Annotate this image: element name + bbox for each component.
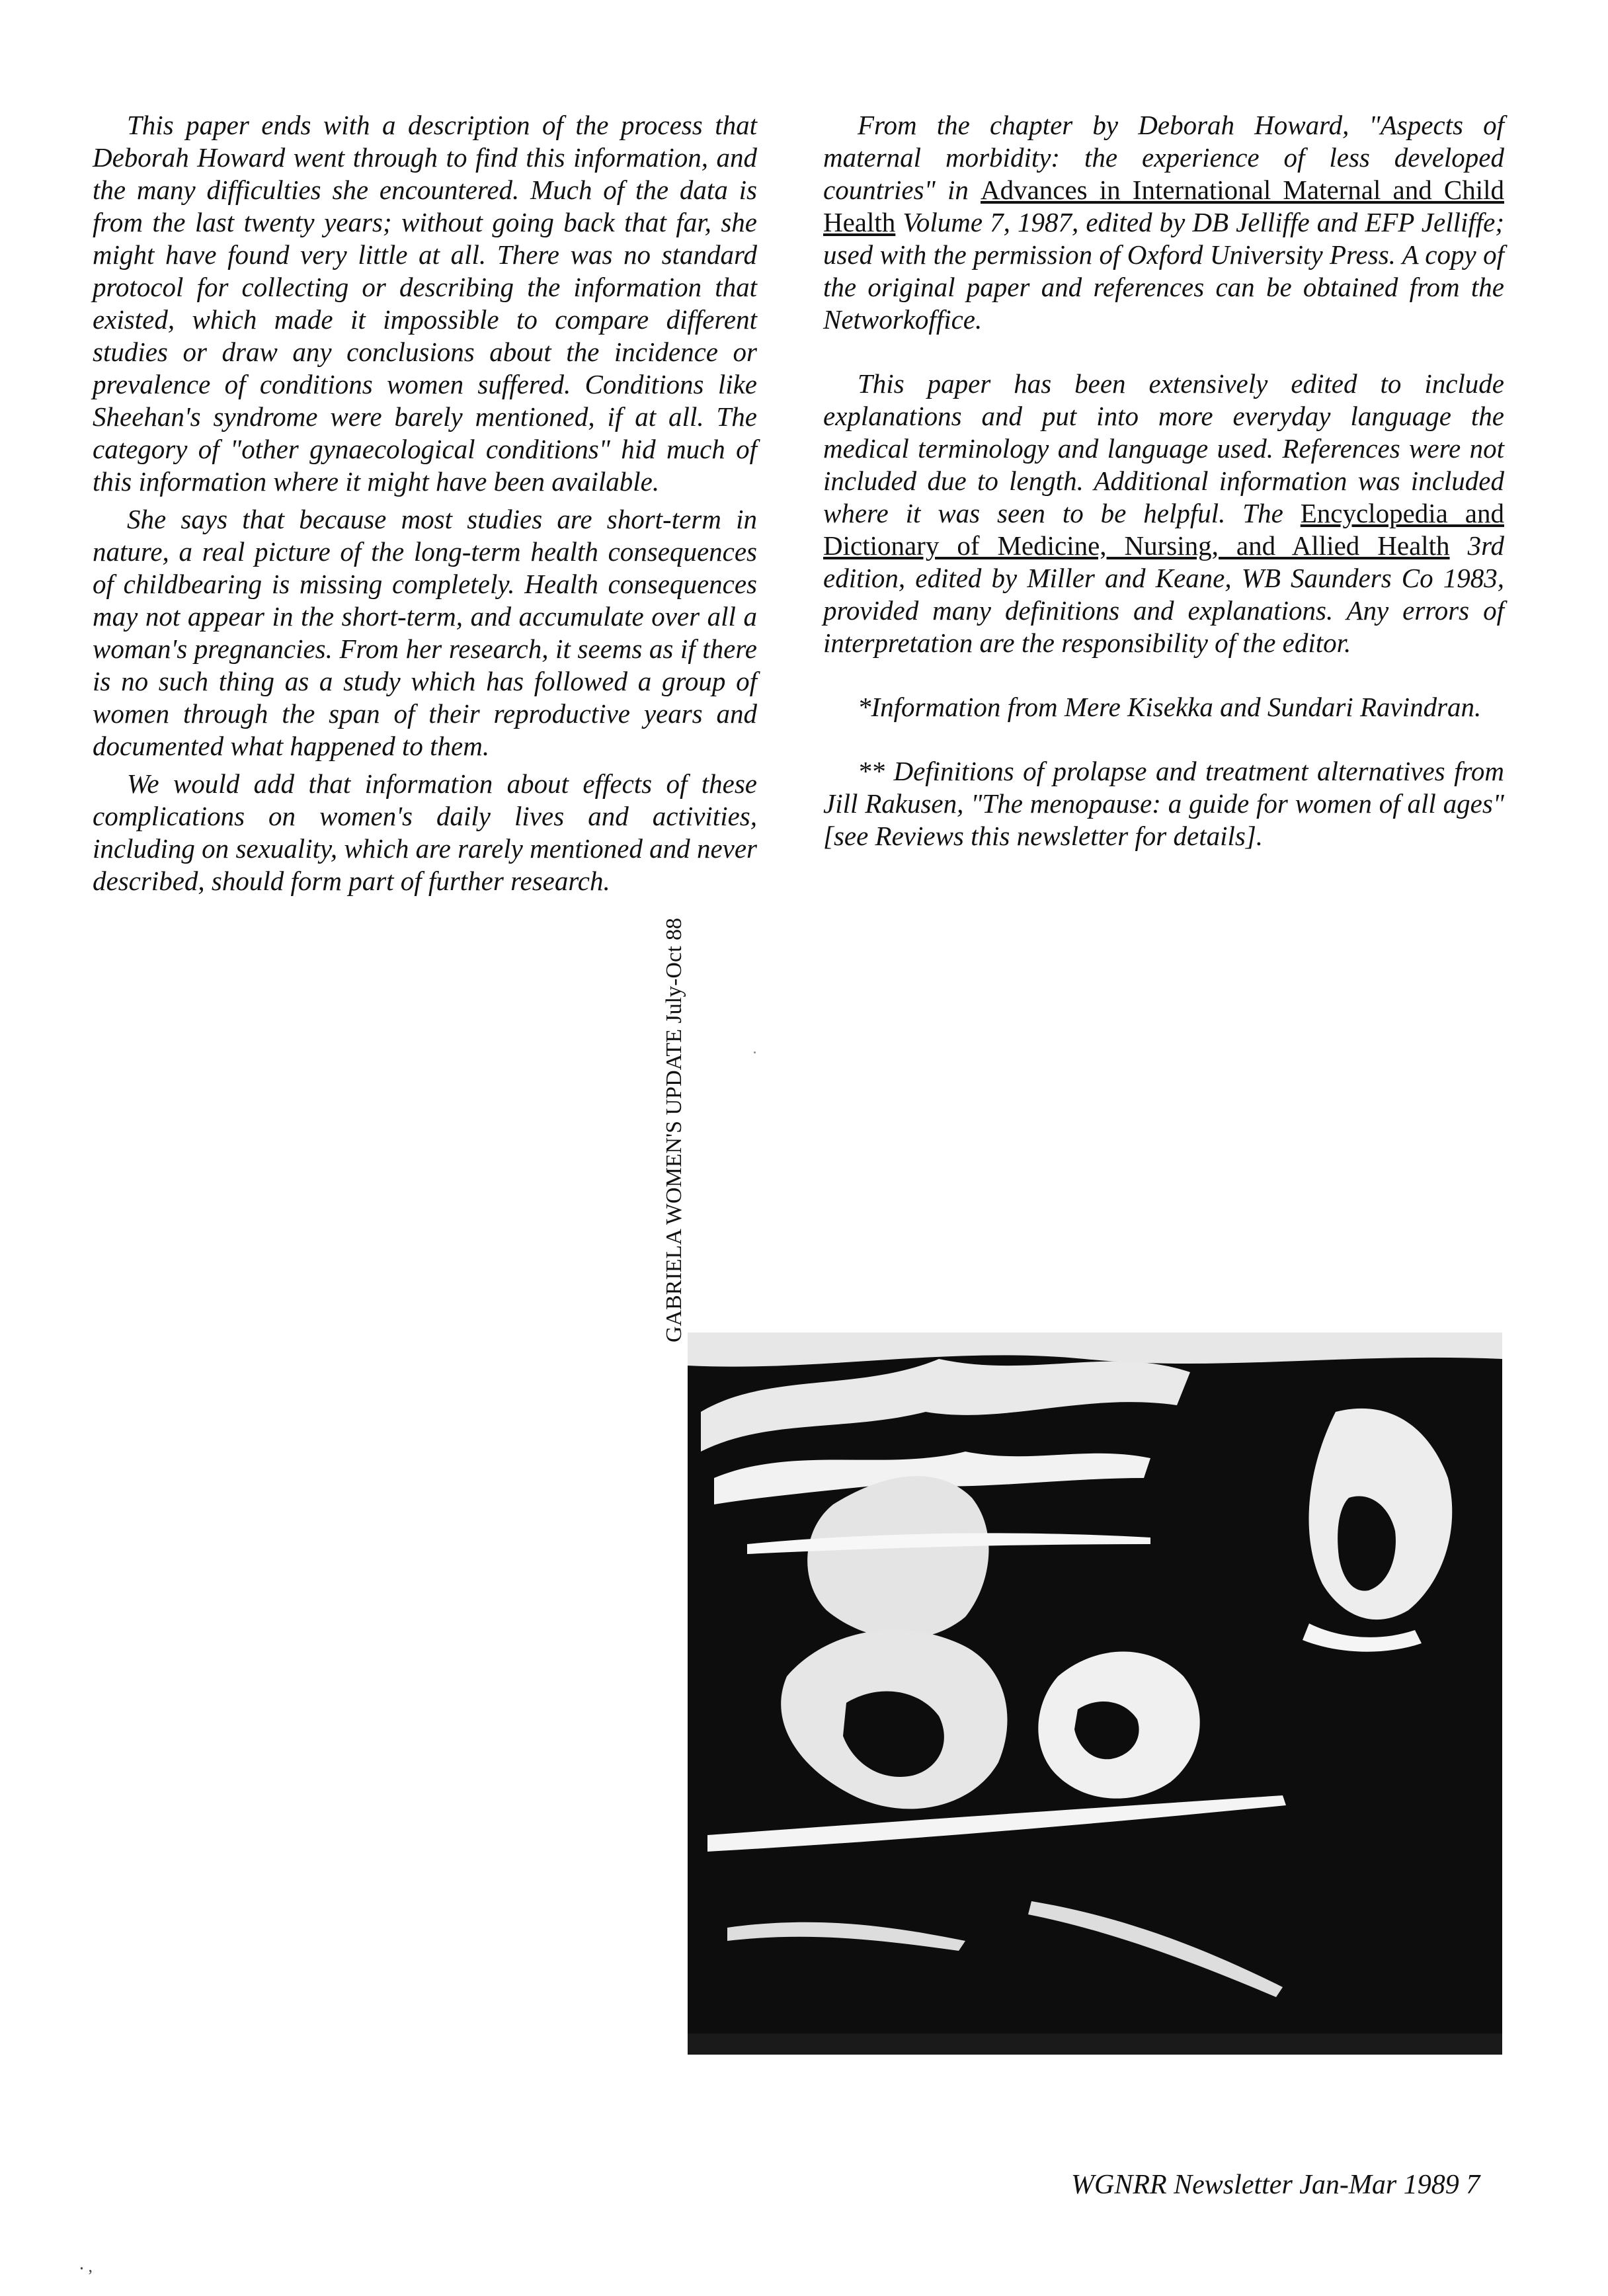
right-column — [823, 109, 1504, 852]
body-paragraph-2: She says that because most studies are short-term in nature, a real picture of the long-term health consequences of childbearing is missing completely. Health consequences may not appear in the short-term, and accumulate over all a woman's pregnancies. From her research, it seems as if there is no such thing as a study which has followed a group of women through the span of their reproductive years and documented what happened to them. — [93, 504, 757, 761]
footnote-information: *Information from Mere Kisekka and Sundari Ravindran. — [858, 692, 1482, 722]
editing-note — [823, 368, 1504, 659]
body-paragraph-1: This paper ends with a description of the process that Deborah Howard went through to find this information, and the many difficulties she encountered. Much of the data is from the last twenty years; without going back that far, she might have found very little at all. There was no standard protocol for collecting or describing the information that existed, which made it impossible to compare different studies or draw any conclusions about the incidence or prevalence of conditions women suffered. Conditions like Sheehan's syndrome were barely mentioned, if at all. The category of "other gynaecological conditions" hid much of this information where it might have been available. — [93, 110, 757, 497]
footnote-definitions: ** Definitions of prolapse and treatment alternatives from Jill Rakusen, "The menopause: a guide for women of all ages" [see Reviews this newsletter for details]. — [823, 756, 1504, 851]
halftone-photo — [688, 1332, 1502, 2055]
photo-image — [688, 1332, 1502, 2055]
page-footer: WGNRR Newsletter Jan-Mar 1989 7 — [1071, 2170, 1480, 2200]
body-paragraph-3: We would add that information about effects of these complications on women's daily lives and activities, including on sexuality, which are rarely mentioned and never described, should form part of further research. — [93, 768, 757, 896]
editing-note-details: 3rd edition, edited by Miller and Keane, WB Saunders Co 1983, provided many definitions and explanations. Any errors of interpretation are the responsibility of the editor. — [823, 530, 1504, 658]
scan-mark: ⸳ , — [79, 2256, 93, 2276]
left-column — [93, 109, 757, 897]
source-note-details: Volume 7, 1987, edited by DB Jelliffe and EFP Jelliffe; used with the permission of Oxford University Press. A copy of the original paper and references can be obtained from the Networkoffice. — [823, 207, 1505, 335]
photo-credit: GABRIELA WOMEN'S UPDATE July-Oct 88 — [662, 917, 686, 1342]
source-book-title: Advances in International Maternal and Child Health — [823, 175, 1505, 237]
scan-speck — [754, 1051, 756, 1053]
editing-note-intro: This paper has been extensively edited to include explanations and put into more everyday language the medical terminology and language used. References were not included due to length. Additional information was included where it was seen to be helpful. The — [823, 368, 1504, 528]
encyclopedia-title: Encyclopedia and Dictionary of Medicine, Nursing, and Allied Health — [823, 498, 1504, 561]
source-note-intro: From the chapter by Deborah Howard, "Aspects of maternal morbidity: the experience of less developed countries" in — [823, 110, 1504, 205]
source-note — [823, 109, 1504, 336]
